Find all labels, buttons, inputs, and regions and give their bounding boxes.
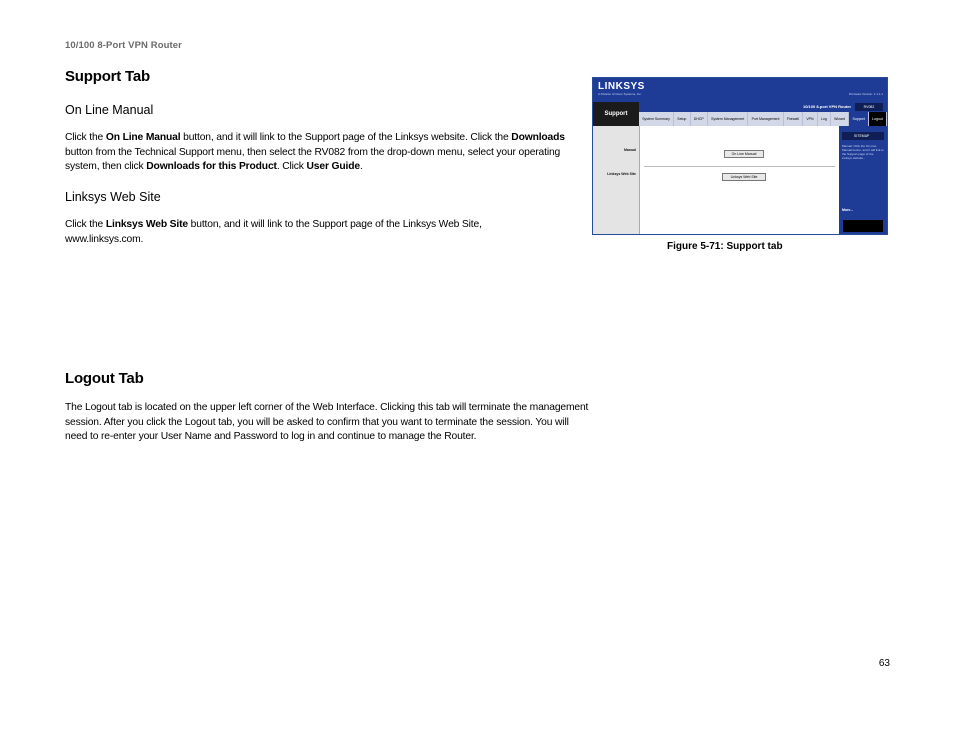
screenshot-page-title: Support xyxy=(604,111,628,117)
tab-system-summary: System Summary xyxy=(639,112,674,126)
model-badge: RV082 xyxy=(855,103,883,111)
logout-paragraph: The Logout tab is located on the upper left corner of the Web Interface. Clicking this tab will terminate the management session. After you click the Logout tab, you will be asked to confirm that you want to terminate the session. You will need to re-enter your User Name and Password to log in and continue to manage the Router. xyxy=(65,402,589,442)
page-number: 63 xyxy=(878,658,890,669)
online-manual-paragraph: Click the On Line Manual button, and it will link to the Support page of the Linksys website. Click the Downloads button from the Technical Support menu, then select the RV082 from the drop-down menu, select your operating system, then click Downloads for this Product. Click User Guide. xyxy=(65,132,565,172)
screenshot-header xyxy=(593,78,887,102)
support-tab-screenshot xyxy=(592,77,888,235)
web-site-label: Linksys Web Site xyxy=(607,172,636,176)
tab-vpn: VPN xyxy=(803,112,818,126)
linksys-logo: LINKSYS xyxy=(598,81,645,92)
screenshot-tabs xyxy=(639,112,887,126)
online-manual-button: On Line Manual xyxy=(724,150,764,158)
online-manual-heading: On Line Manual xyxy=(65,103,154,117)
tab-system-management: System Management xyxy=(708,112,748,126)
divider xyxy=(644,166,835,167)
linksys-web-site-paragraph: Click the Linksys Web Site button, and it will link to the Support page of the Linksys Web Site, www.linksys.com. xyxy=(65,219,482,245)
logo-subtitle: A Division of Cisco Systems, Inc. xyxy=(598,92,642,96)
screenshot-help-panel xyxy=(839,126,887,234)
tab-support: Support xyxy=(849,112,869,126)
running-head: 10/100 8-Port VPN Router xyxy=(65,40,182,51)
tab-log: Log xyxy=(818,112,831,126)
logout-tab-heading: Logout Tab xyxy=(65,370,144,387)
linksys-web-site-button: Linksys Web Site xyxy=(722,173,766,181)
linksys-web-site-heading: Linksys Web Site xyxy=(65,190,161,204)
screenshot-nav xyxy=(593,102,887,126)
screenshot-main xyxy=(639,126,839,234)
product-name: 10/100 8-port VPN Router xyxy=(802,104,851,109)
screenshot-left-panel xyxy=(593,126,639,234)
tab-logout: Logout xyxy=(869,112,887,126)
figure-caption: Figure 5-71: Support tab xyxy=(667,241,783,252)
help-text: Manual: Click the On Line Manual button, and it will link to the Support page of the Linksys website... xyxy=(842,144,884,160)
tab-setup: Setup xyxy=(674,112,691,126)
firmware-version: Firmware Version: 1.1.1.1 xyxy=(848,92,883,96)
sitemap-link: SITEMAP xyxy=(842,132,884,140)
support-tab-heading: Support Tab xyxy=(65,68,151,85)
cisco-logo xyxy=(843,220,883,232)
manual-label: Manual xyxy=(623,148,636,152)
tab-firewall: Firewall xyxy=(784,112,803,126)
tab-dhcp: DHCP xyxy=(691,112,708,126)
tab-port-management: Port Management xyxy=(748,112,783,126)
more-link: More... xyxy=(842,208,854,212)
tab-wizard: Wizard xyxy=(831,112,849,126)
